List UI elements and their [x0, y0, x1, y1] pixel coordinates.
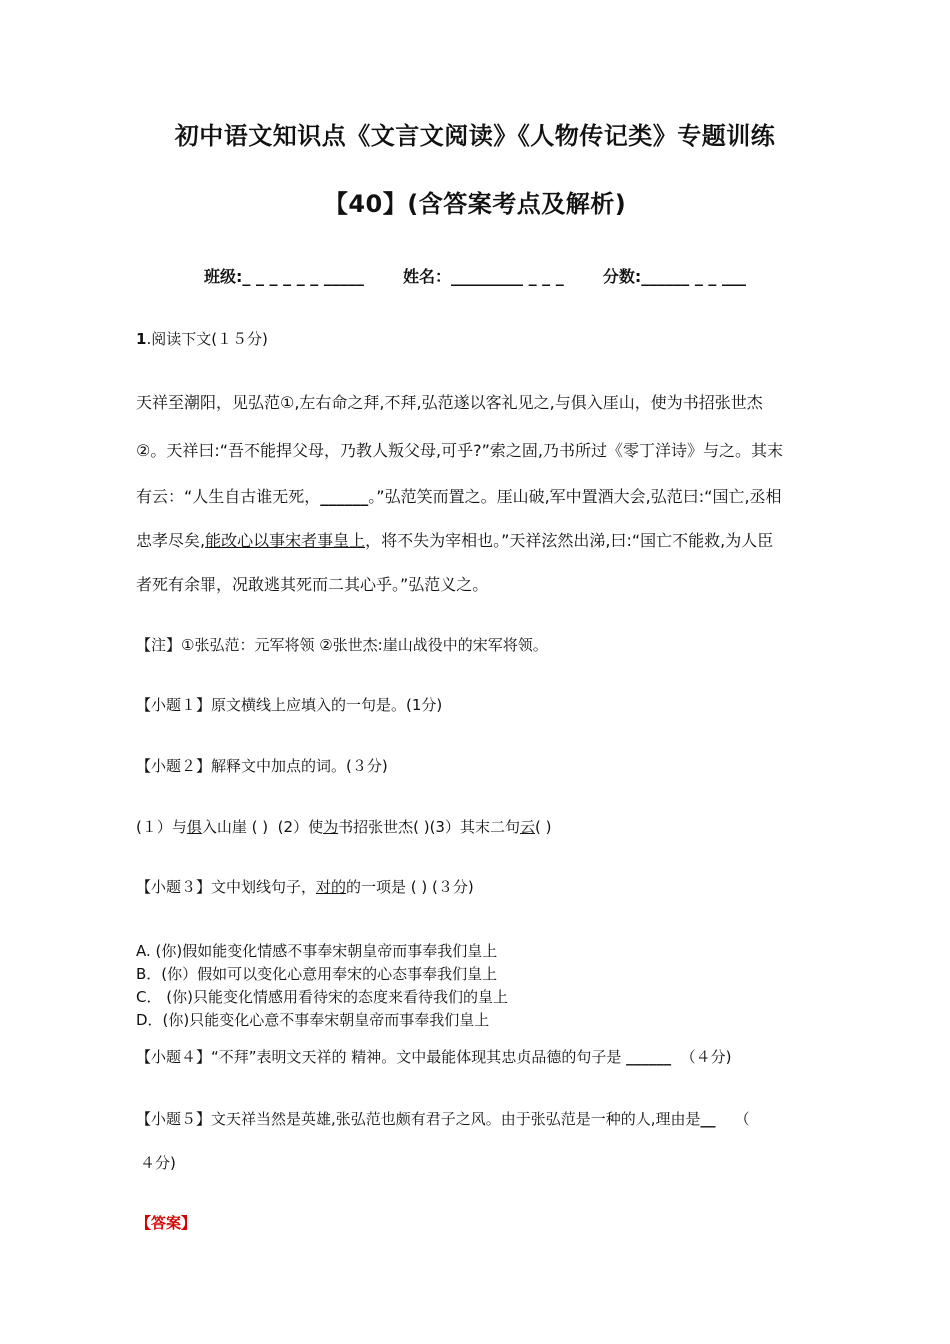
item-2-dotted-word: 为 — [323, 818, 339, 836]
sub-question-4-b: （４分) — [680, 1048, 732, 1066]
question-number: 1 — [136, 330, 147, 348]
page-title-line-1: 初中语文知识点《文言文阅读》《人物传记类》专题训练 — [174, 122, 776, 150]
passage-line-2: ②。天祥曰:“吾不能捍父母，乃教人叛父母,可乎?”索之固,乃书所过《零丁洋诗》与之。其末 — [136, 441, 783, 460]
name-blank: _________ _ _ _ — [451, 267, 564, 286]
passage-line-1: 天祥至潮阳，见弘范①,左右命之拜,不拜,弘范遂以客礼见之,与俱入厓山，使为书招张世杰 — [136, 393, 763, 412]
item-1-dotted-word: 俱 — [186, 818, 202, 836]
student-info-line — [0, 264, 950, 287]
name-label: 姓名： — [402, 267, 451, 286]
sub-question-3 — [136, 876, 474, 897]
item-1-text: (１）与 — [136, 818, 187, 836]
passage-fill-blank: ______ — [320, 487, 369, 506]
option-c: C． (你)只能变化情感用看待宋的态度来看待我们的皇上 — [136, 988, 508, 1006]
passage-line-3 — [136, 484, 782, 507]
page-title-line-2: 【40】(含答案考点及解析) — [323, 190, 627, 218]
class-blank: _ _ _ _ _ _ _____ — [242, 267, 364, 286]
passage-line-4-b: ，将不失为宰相也。”天祥泫然出涕,曰:“国亡不能救,为人臣 — [365, 531, 774, 550]
sub-question-5-b: （ — [734, 1110, 750, 1128]
underlined-sentence: 能改心以事宋者事皇上 — [205, 531, 366, 550]
passage-line-5: 者死有余罪，况敢逃其死而二其心乎。”弘范义之。 — [136, 575, 489, 594]
annotation-note: 【注】①张弘范：元军将领 ②张世杰:崖山战役中的宋军将领。 — [136, 636, 548, 654]
option-a: A. (你)假如能变化情感不事奉宋朝皇帝而事奉我们皇上 — [136, 942, 498, 960]
answer-label: 【答案】 — [136, 1214, 197, 1232]
sub-question-5-a: 【小题５】文天祥当然是英雄,张弘范也颇有君子之风。由于张弘范是一种的人,理由是 — [136, 1110, 701, 1128]
sub-question-5 — [136, 1108, 750, 1129]
sub-question-5-blank: __ — [700, 1110, 716, 1128]
item-3-dotted-word: 云 — [519, 818, 535, 836]
passage-line-3-b: 。”弘范笑而置之。厓山破,军中置酒大会,弘范曰:“国亡,丞相 — [368, 487, 782, 506]
passage-line-4 — [136, 528, 773, 551]
score-label: 分数: — [602, 267, 642, 286]
sub-question-3-b: 的一项是 ( ) (３分) — [346, 878, 474, 896]
sub-question-4 — [136, 1046, 732, 1067]
sub-question-3-a: 【小题３】文中划线句子， — [136, 878, 317, 896]
question-1-heading — [136, 328, 268, 349]
sub-question-2-items — [136, 816, 551, 837]
sub-question-4-blank: ______ — [626, 1048, 672, 1066]
sub-question-1: 【小题１】原文横线上应填入的一句是。(1分) — [136, 696, 443, 714]
score-blank: ______ _ _ ___ — [641, 267, 746, 286]
option-d: D．(你)只能变化心意不事奉宋朝皇帝而事奉我们皇上 — [136, 1011, 490, 1029]
class-label: 班级: — [204, 267, 243, 286]
sub-question-3-keyword: 对的 — [316, 878, 347, 896]
item-3-blank: ( ) — [534, 818, 552, 836]
item-2-text: (2）使 — [277, 818, 324, 836]
passage-line-4-a: 忠孝尽矣, — [136, 531, 206, 550]
option-b: B．(你）假如可以变化心意用奉宋的心态事奉我们皇上 — [136, 965, 498, 983]
item-1-blank: 入山崖 ( ) — [201, 818, 269, 836]
sub-question-4-a: 【小题４】“不拜”表明文天祥的 精神。文中最能体现其忠贞品德的句子是 — [136, 1048, 627, 1066]
sub-question-2: 【小题２】解释文中加点的词。(３分) — [136, 757, 388, 775]
sub-question-5-cont: ４分) — [140, 1154, 176, 1172]
item-2-blank: 书招张世杰( )(3）其末二句 — [338, 818, 520, 836]
passage-line-3-a: 有云：“人生自古谁无死， — [136, 487, 321, 506]
question-heading-text: .阅读下文(１５分) — [146, 330, 268, 348]
